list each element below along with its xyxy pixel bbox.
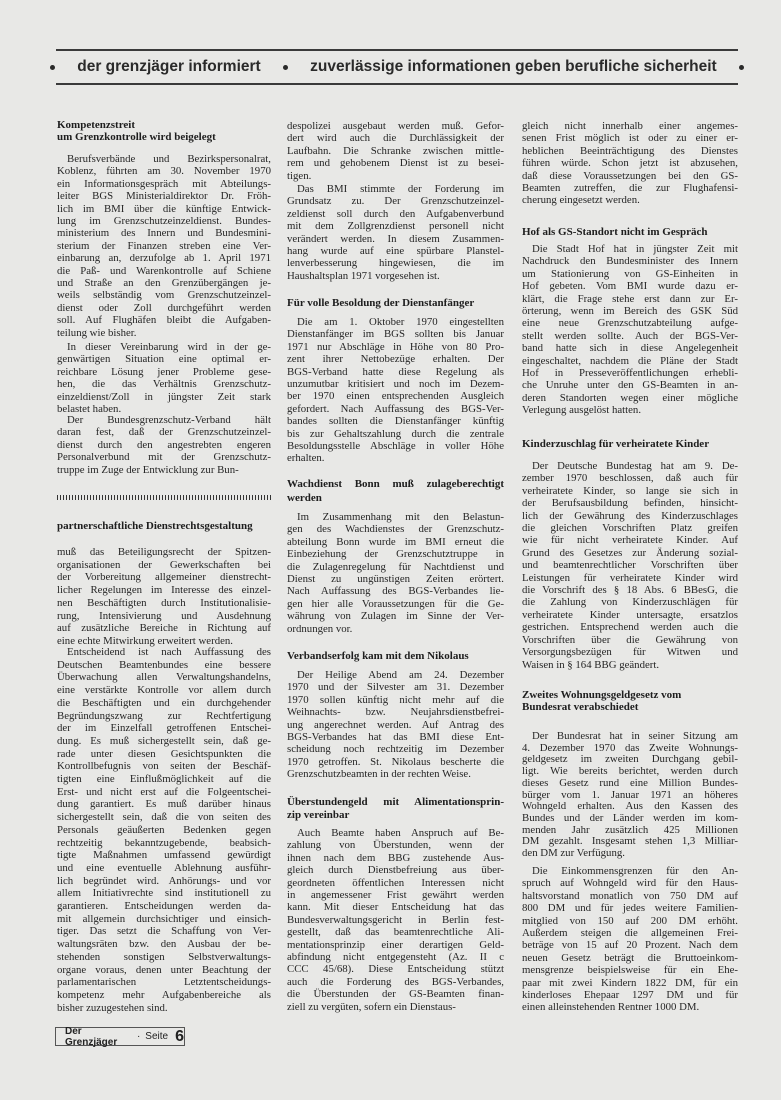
- text-line: abfindung nicht entgegensteht (Az. II c: [287, 951, 504, 964]
- text-line: neuen Gesetz beträgt die Bruttoeinkom-: [522, 951, 738, 964]
- text-line: cherung eingesetzt werden.: [522, 194, 640, 207]
- text-line: Erst- und nicht erst auf die Folgeentschei-: [57, 785, 271, 798]
- text-line: ziell zu vergüten, sofern ein Dienstaus-: [287, 1000, 456, 1013]
- text-line: ligt. Wie bereits berichtet, werden durch: [522, 765, 738, 778]
- text-line: ihnen nach dem BBG zustehende Aus-: [287, 851, 504, 864]
- article-paragraph: [522, 731, 738, 860]
- text-line: Dienstanfänger im BGS sollten bis Januar: [287, 328, 504, 341]
- text-line: Hof in Presseveröffentlichungen erhebli-: [522, 367, 738, 380]
- text-line: nen Beschäftigten durch Institutionalisie-: [57, 596, 271, 609]
- text-line: kinderloses Ehepaar 1297 DM und für: [522, 989, 738, 1002]
- text-line: Der Deutsche Bundestag hat am 9. De-: [532, 460, 738, 472]
- text-line: die Zahlung von Kinderzuschlägen für: [522, 596, 738, 609]
- text-line: Vorschriften über die Gewährung von: [522, 633, 738, 646]
- text-line: hen, die das Verhältnis Grenzschutz-: [57, 378, 271, 391]
- text-line: kompetenz mehr Aufgabenbereiche als: [57, 988, 271, 1001]
- text-line: Besoldungsstelle Abschläge in voller Höhe: [287, 440, 504, 453]
- text-line: geldgesetz im zweiten Durchgang gebil-: [522, 753, 738, 766]
- text-line: licher Regelungen im Interesse des einzel-: [57, 584, 271, 597]
- text-line: muß das Beteiligungsrecht der Spitzen-: [57, 546, 271, 558]
- text-line: Deutschen Beamtenbundes eine bessere: [57, 658, 271, 671]
- text-line: despolizei ausgebaut werden muß. Gefor-: [287, 120, 504, 132]
- text-line: 800 DM und für jedes weitere Familien-: [522, 902, 738, 915]
- text-line: eingeschaltet, nachdem die Pläne der Stadt: [522, 354, 738, 367]
- text-line: truppe im Zuge der Entwicklung zur Bun-: [57, 463, 239, 476]
- text-line: soll. Auf Flughäfen bleibt die Aufgaben-: [57, 314, 271, 327]
- text-line: scheidung noch rechtzeitig im Dezember: [287, 743, 504, 756]
- text-line: Bundesverwaltungsgericht in Berlin fest-: [287, 913, 504, 926]
- footer-separator: ·: [136, 1031, 141, 1042]
- text-line: gestrichen. Entsprechend werden auch die: [522, 621, 738, 634]
- text-line: eine verstärkte Kontrolle vor allem durch: [57, 684, 271, 697]
- text-line: teilung wie bisher.: [57, 326, 137, 339]
- text-line: mit allgemein durchsichtiger und einsich-: [57, 912, 271, 925]
- bullet-icon: [739, 65, 744, 70]
- bullet-icon: [50, 65, 55, 70]
- text-line: gleich durch Dienstbefreiung aus über-: [287, 864, 504, 877]
- text-line: lenverbesserung hingewiesen, die im: [287, 257, 504, 270]
- article-paragraph: [57, 341, 271, 415]
- article-paragraph: [287, 827, 504, 1013]
- text-line: die Beschäftigten und ein durchgehender: [57, 696, 271, 709]
- text-line: Personals geäußerten Bedenken gegen: [57, 823, 271, 836]
- article-paragraph: [57, 153, 271, 339]
- text-line: werden: [287, 491, 322, 504]
- article-paragraph: [522, 243, 738, 417]
- text-line: zeldienst soll durch den Aufgabenverbund: [287, 207, 504, 220]
- text-line: Kompetenzstreit: [57, 119, 135, 131]
- text-line: den DM zur Verfügung.: [522, 847, 625, 860]
- article-heading-besoldung: [287, 297, 504, 309]
- text-line: organisationen der Gewerkschaften bei: [57, 558, 271, 571]
- text-line: die Zulagenregelung für Nachtdienst und: [287, 560, 504, 573]
- text-line: deren Standorten wegen einer mögliche: [522, 391, 738, 404]
- text-line: sichergestellt sein, daß die von seiten des: [57, 811, 271, 824]
- header-slogan-right: zuverlässige informationen geben berufliche sicherheit: [310, 58, 717, 75]
- text-line: zip vereinbar: [287, 809, 350, 821]
- text-line: gleich nicht innerhalb einer angemes-: [522, 120, 738, 132]
- text-line: Auch Beamte haben Anspruch auf Be-: [297, 827, 504, 839]
- text-line: Nach Auffassung des BGS-Verbandes lie-: [287, 585, 504, 598]
- text-line: Berufsverbände und Bezirkspersonalrat,: [67, 153, 271, 165]
- text-line: paar mit zwei Kindern 1822 DM, für ein: [522, 976, 738, 989]
- text-line: Zweites Wohnungsgeldgesetz vom: [522, 689, 682, 701]
- article-paragraph: [287, 120, 504, 182]
- text-line: gen hier alle Voraussetzungen für die Ge-: [287, 597, 504, 610]
- text-line: bandes sollten die Dienstanfänger künftig: [287, 415, 504, 428]
- text-line: dung garantiert. Es muß darüber hinaus: [57, 798, 271, 811]
- text-line: Laufbahn. Die Schranke zwischen mittle-: [287, 144, 504, 157]
- text-line: die Paß- und Warenkontrolle auf Schiene: [57, 264, 271, 277]
- text-line: kann. Mit dieser Entscheidung hat das: [287, 901, 504, 914]
- text-line: gen des Wachdienstes der Grenzschutz-: [287, 523, 504, 536]
- text-line: lich im BMI über die künftige Entwick-: [57, 202, 271, 215]
- text-line: die Vorschrift des § 18 Abs. 6 BBesG, die: [522, 584, 738, 597]
- text-line: tigen.: [287, 169, 312, 182]
- page-footer-box: [55, 1027, 185, 1046]
- text-line: ministerium des Innern und Bundesmini-: [57, 227, 271, 240]
- text-line: tiger. Das setzt die Schaffung von Ver-: [57, 925, 271, 938]
- text-line: gestellt, daß das beamtenrechtliche Ali-: [287, 926, 504, 939]
- text-line: Grundsatz zu. Der Grenzschutzeinzel-: [287, 195, 504, 208]
- text-line: Kontrollbefugnis von seiten der Beschäf-: [57, 760, 271, 773]
- text-line: band hatte sich in diese Angelegenheit: [522, 342, 738, 355]
- text-line: Grund des Gesetzes zur Änderung sozial-: [522, 546, 738, 559]
- page-header-banner: [50, 57, 744, 77]
- text-line: dienst oder Zoll durchgeführt werden: [57, 301, 271, 314]
- text-line: zember 1970 beschlossen, daß auch für: [522, 472, 738, 485]
- text-line: Das BMI stimmte der Forderung im: [297, 183, 504, 195]
- text-line: auf zusätzliche Bereiche in Richtung auf: [57, 622, 271, 635]
- article-paragraph: [287, 669, 504, 781]
- text-line: weils selbständig vom Grenzschutzeinzel-: [57, 289, 271, 302]
- text-line: zent ihrer Nettobezüge erhalten. Der: [287, 353, 504, 366]
- text-line: bisher zuzugestehen sind.: [57, 1001, 168, 1014]
- text-line: tigten eine Einflußmöglichkeit auf die: [57, 773, 271, 786]
- text-line: dienst durch den angestrebten engeren: [57, 438, 271, 451]
- text-line: ein Informationsgespräch mit Abteilungs-: [57, 177, 271, 190]
- text-line: Der Bundesrat hat in seiner Sitzung am: [532, 730, 738, 742]
- text-line: gefordert. Nach Auffassung des BGS-Ver-: [287, 402, 504, 415]
- text-line: örterung, wenn im Bereich des GSK Süd: [522, 305, 738, 318]
- article-paragraph: [57, 646, 271, 1014]
- text-line: Weihnachts- bzw. Neujahrsdienstbefrei-: [287, 706, 504, 719]
- text-line: allem Initiativrechte sind institutionell zu: [57, 887, 271, 900]
- article-paragraph: [287, 183, 504, 282]
- text-line: Überstundengeld mit Alimentationsprin-: [287, 796, 504, 808]
- text-line: heblichen Beeinträchtigung des Dienstes: [522, 144, 738, 157]
- text-line: dert wird auch die Durchlässigkeit der: [287, 132, 504, 145]
- text-line: belastet haben.: [57, 403, 122, 416]
- text-line: ung angerechnet werden. Auf Antrag des: [287, 718, 504, 731]
- text-line: mitglied von 150 auf 200 DM erhöht.: [522, 914, 738, 927]
- text-line: 1970 sollen künftig nicht mehr auf die: [287, 693, 504, 706]
- text-line: rung, Intensivierung und Ausdehnung: [57, 609, 271, 622]
- text-line: 4. Dezember 1970 das Zweite Wohnungs-: [522, 741, 738, 754]
- text-line: Einbeziehung der Grenzschutztruppe in: [287, 548, 504, 561]
- text-line: Waisen in § 164 BBG geändert.: [522, 658, 660, 671]
- text-line: Beamten zutreffen, die zur Flughafensi-: [522, 182, 738, 195]
- text-line: Versorgungsbezügen für Witwen und: [522, 646, 738, 659]
- text-line: wie für nicht verheiratete Kinder. Auf: [522, 534, 738, 547]
- text-line: In dieser Vereinbarung wird in der ge-: [67, 341, 271, 353]
- text-line: rem und gehobenem Dienst ist zu besei-: [287, 157, 504, 170]
- text-line: mentationsprinzip einer derartigen Geld-: [287, 938, 504, 951]
- text-line: lich begründet wird. Anhörungs- und vor: [57, 874, 271, 887]
- text-line: parlamentarischen Letztentscheidungs-: [57, 976, 271, 989]
- text-line: BGS-Verband hatte diese Regelung als: [287, 365, 504, 378]
- text-line: bis zur Gehaltszahlung durch die zentrale: [287, 427, 504, 440]
- article-heading-hof: [522, 226, 738, 238]
- article-heading-nikolaus: [287, 650, 504, 662]
- text-line: senen Frist möglich ist oder zu einer er-: [522, 132, 738, 145]
- text-line: einen alleinstehenden Rentner 1000 DM.: [522, 1001, 700, 1014]
- text-line: rechtzeitig bekanntzugebende, beabsich-: [57, 836, 271, 849]
- text-line: zahlung von Überstunden, wenn der: [287, 839, 504, 852]
- text-line: Nachdruck den Bundesminister des Innern: [522, 255, 738, 268]
- text-line: waltungsräten bzw. den Ausbau der be-: [57, 938, 271, 951]
- text-line: Außerdem steigen die allgemeinen Frei-: [522, 927, 738, 940]
- article-paragraph: [287, 316, 504, 465]
- article-heading-kompetenzstreit: [57, 119, 271, 143]
- publication-name: Der Grenzjäger: [65, 1025, 118, 1048]
- text-line: Bundesrat verabschiedet: [522, 700, 639, 713]
- text-line: in angemessener Frist gewährt werden: [287, 889, 504, 902]
- text-line: tigte Maßnahmen umfassend gewürdigt: [57, 849, 271, 862]
- text-line: Hof als GS-Standort nicht im Gespräch: [522, 226, 708, 238]
- text-line: Wohngeld erhalten. Aus den Kassen des: [522, 800, 738, 813]
- text-line: DM gezahlt. Insgesamt stehen 1,3 Milliar-: [522, 835, 738, 848]
- text-line: Der Heilige Abend am 24. Dezember: [297, 669, 504, 681]
- text-line: verheiratete Kinder, so lange sie sich in: [522, 484, 738, 497]
- article-paragraph: [57, 414, 271, 476]
- text-line: Der Bundesgrenzschutz-Verband hält: [67, 414, 271, 426]
- text-line: klärt, die Frage stehe erst dann zur Er-: [522, 292, 738, 305]
- text-line: erhalten.: [287, 452, 325, 465]
- text-line: lich der Gewährung des Kinderzuschlages: [522, 509, 738, 522]
- text-line: spruch auf Wohngeld wird für den Haus-: [522, 877, 738, 890]
- text-line: menden Jahr zusätzlich 425 Millionen: [522, 823, 738, 836]
- text-line: einzeldienst/Zoll in jüngster Zeit stark: [57, 390, 271, 403]
- text-line: Die am 1. Oktober 1970 eingestellten: [297, 316, 504, 328]
- text-line: lung im Grenzschutzeinzeldienst. Bundes-: [57, 215, 271, 228]
- text-line: einbarung an, derzufolge ab 1. April 1971: [57, 252, 271, 265]
- article-heading-wohnungsgeldgesetz: [522, 690, 738, 713]
- article-paragraph: [57, 546, 271, 648]
- text-line: sterium der Finanzen streben eine Ver-: [57, 239, 271, 252]
- text-line: Im Zusammenhang mit den Belastun-: [297, 511, 504, 523]
- text-line: abteilung Bonn wurde im BMI erneut die: [287, 535, 504, 548]
- article-paragraph: [522, 865, 738, 1014]
- text-line: währung von Zulagen im Sinne der Ver-: [287, 610, 504, 623]
- article-heading-kinderzuschlag: [522, 438, 738, 450]
- text-line: der im Einzelfall getroffenen Entschei-: [57, 722, 271, 735]
- text-line: und beamtenrechtlicher Vorschriften über: [522, 559, 738, 572]
- text-line: Personalverbund mit der Grenzschutz-: [57, 451, 271, 464]
- text-line: Verlegung ausgelöst hatten.: [522, 404, 642, 417]
- text-line: Überwachung allen Verwaltungshandelns,: [57, 671, 271, 684]
- text-line: mit dem Zollgrenzdienst personell nicht: [287, 220, 504, 233]
- text-line: Für volle Besoldung der Dienstanfänger: [287, 297, 475, 309]
- text-line: die Überstunden der GS-Beamten finan-: [287, 988, 504, 1001]
- page-number: 6: [175, 1027, 184, 1045]
- article-heading-wachdienst: [287, 478, 504, 505]
- text-line: um Grenzkontrolle wird beigelegt: [57, 131, 216, 143]
- text-line: die gleichen Vorschriften Platz greifen: [522, 522, 738, 535]
- article-paragraph: [287, 511, 504, 635]
- text-line: und eine eventuelle Ablehnung ausführ-: [57, 861, 271, 874]
- text-line: Koblenz, führten am 30. November 1970: [57, 165, 271, 178]
- text-line: Wachdienst Bonn muß zulageberechtigt: [287, 478, 504, 490]
- text-line: unzumutbar kritisiert und noch im Dezem-: [287, 378, 504, 391]
- text-line: reichbare Lösung jener Probleme gese-: [57, 365, 271, 378]
- text-line: Hof gebeten. Vom BMI wurde dazu er-: [522, 280, 738, 293]
- text-line: haltsvorstand monatlich von 750 DM auf: [522, 889, 738, 902]
- article-paragraph: [522, 460, 738, 671]
- text-line: beträge von 15 auf 20 Prozent. Nach dem: [522, 939, 738, 952]
- text-line: geordneten öffentlichen Interessen nicht: [287, 876, 504, 889]
- header-top-rule: [56, 49, 738, 51]
- text-line: Die Einkommensgrenzen für den An-: [532, 865, 738, 877]
- text-line: 1970 getroffen. St. Nikolaus bescherte die: [287, 755, 504, 768]
- text-line: CCC 45/68). Diese Entscheidung stützt: [287, 963, 504, 976]
- text-line: bürger vom 1. Januar 1971 an höheres: [522, 788, 738, 801]
- text-line: 1970 und der Silvester am 31. Dezember: [287, 681, 504, 694]
- section-heading-dienstrechtsgestaltung: [57, 520, 271, 532]
- text-line: Die Stadt Hof hat in jüngster Zeit mit: [532, 243, 738, 255]
- text-line: der Berufsausbildung befinden, hinsicht-: [522, 497, 738, 510]
- text-line: verändert werden. In diesem Zusammen-: [287, 232, 504, 245]
- text-line: partnerschaftliche Dienstrechtsgestaltung: [57, 520, 253, 532]
- text-line: daß diese Voraussetzungen bei den GS-: [522, 169, 738, 182]
- text-line: 1971 nur Abschläge in Höhe von 80 Pro-: [287, 340, 504, 353]
- text-line: Bundes und der Länder werden im kom-: [522, 811, 738, 824]
- text-line: leiter BGS Ministerialdirektor Dr. Fröh-: [57, 190, 271, 203]
- text-line: stellt werden sollte. Auch der BGS-Ver-: [522, 329, 738, 342]
- text-line: BGS-Verbandes hat das BMI diese Ent-: [287, 731, 504, 744]
- text-line: und Straße an den Grenzübergängen je-: [57, 277, 271, 290]
- article-paragraph: [522, 120, 738, 207]
- text-line: Entscheidend ist nach Auffassung des: [67, 646, 271, 658]
- header-bottom-rule: [56, 83, 738, 85]
- text-line: hang wurde auf eine spürbare Planstel-: [287, 245, 504, 258]
- text-line: rade unter diesen Gesichtspunkten die: [57, 747, 271, 760]
- text-line: Dienst zu ungünstigen Zeiten erörtert.: [287, 573, 504, 586]
- bullet-icon: [283, 65, 288, 70]
- text-line: um Stationierung von GS-Einheiten in: [522, 267, 738, 280]
- text-line: Kinderzuschlag für verheiratete Kinder: [522, 438, 710, 450]
- text-line: Leistungen für verheiratete Kinder wird: [522, 571, 738, 584]
- text-line: Grenzschutzbeamten in der rechten Weise.: [287, 768, 471, 781]
- text-line: Begründungszwang zur Rechtfertigung: [57, 709, 271, 722]
- text-line: ordnungen vor.: [287, 622, 353, 635]
- text-line: ber 1970 einen entsprechenden Ausgleich: [287, 390, 504, 403]
- header-slogan-left: der grenzjäger informiert: [77, 58, 261, 75]
- text-line: mensgrenze beispielsweise für ein Ehe-: [522, 964, 738, 977]
- text-line: stehenden sonstigen Selbstverwaltungs-: [57, 950, 271, 963]
- text-line: garantieren. Entscheidungen werden da-: [57, 900, 271, 913]
- text-line: organe voraus, denen unter Beachtung der: [57, 963, 271, 976]
- text-line: daran fest, daß der Grenzschutzeinzel-: [57, 426, 271, 439]
- text-line: eine echte Mitwirkung erweitert werden.: [57, 634, 233, 647]
- text-line: dung. Es muß sichergestellt sein, daß ge-: [57, 734, 271, 747]
- text-line: Verbandserfolg kam mit dem Nikolaus: [287, 650, 469, 662]
- text-line: genwärtigen Situation eine optimal er-: [57, 353, 271, 366]
- text-line: che Unruhe unter den GS-Beamten in an-: [522, 379, 738, 392]
- column-separator: [57, 495, 271, 500]
- text-line: dieses Gesetz rund eine Million Bundes-: [522, 776, 738, 789]
- text-line: Haushaltsplan 1971 vorgesehen ist.: [287, 269, 440, 282]
- text-line: der Vorbereitung allgemeiner dienstrecht-: [57, 571, 271, 584]
- page-label: Seite: [145, 1031, 169, 1042]
- text-line: verheiratete Kinder untersagte, ersatzlos: [522, 608, 738, 621]
- text-line: eine neue Grenzschutzabteilung aufge-: [522, 317, 738, 330]
- text-line: führen würde. Schon jetzt ist abzusehen,: [522, 157, 738, 170]
- article-heading-ueberstundengeld: [287, 796, 504, 822]
- text-line: auch die Forderung des BGS-Verbandes,: [287, 975, 504, 988]
